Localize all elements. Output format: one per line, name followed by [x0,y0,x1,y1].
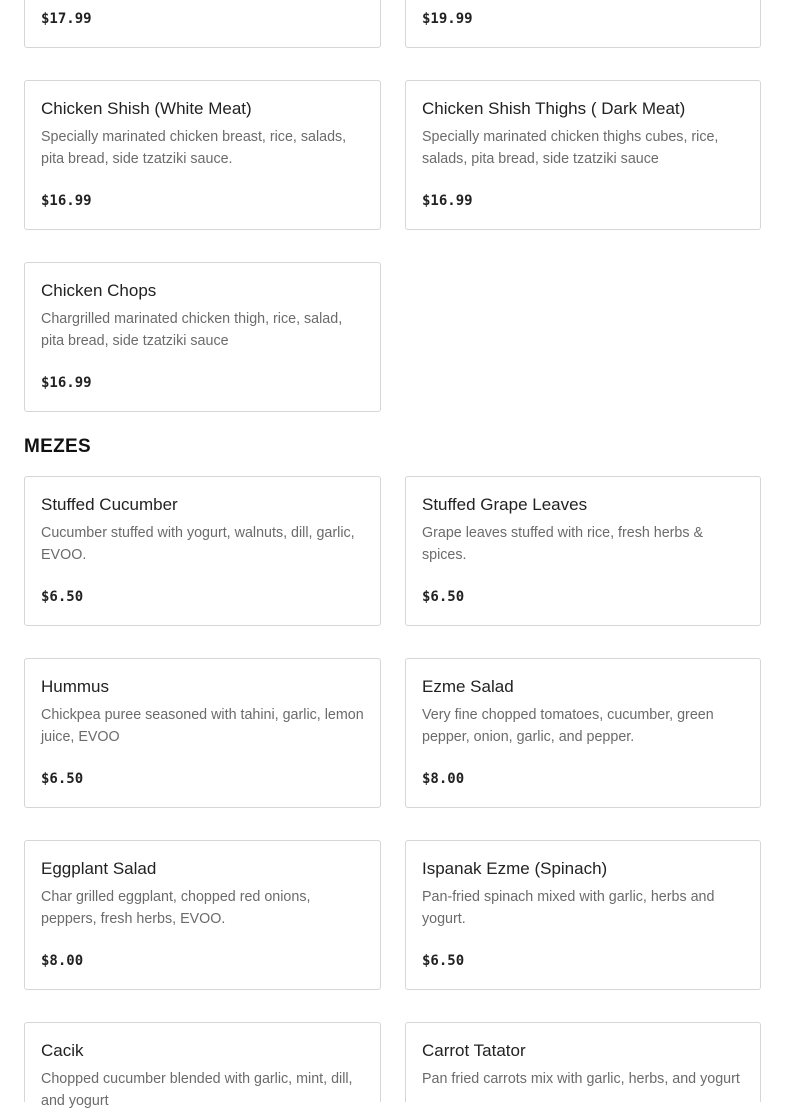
menu-item-card[interactable] [405,0,761,48]
item-name: Carrot Tatator [422,1041,526,1060]
menu-item-card[interactable] [24,840,381,990]
item-name: Chicken Shish Thighs ( Dark Meat) [422,99,686,118]
item-price: $8.00 [422,771,465,787]
menu-item-card[interactable] [24,476,381,626]
item-name: Ezme Salad [422,677,514,696]
item-description: Specially marinated chicken breast, rice, salads, pita bread, side tzatziki sauce. [41,129,347,167]
menu-item-card[interactable] [24,1022,381,1109]
item-name: Hummus [41,677,110,696]
item-price: $6.50 [422,953,465,969]
menu-item-card[interactable] [405,80,761,230]
item-price: $6.50 [41,771,84,787]
item-price: $16.99 [41,193,92,209]
item-price: $16.99 [41,375,92,391]
item-price: $8.00 [41,953,84,969]
menu-item-card[interactable] [24,0,381,48]
item-price: $16.99 [422,193,473,209]
menu-item-card[interactable] [24,262,381,412]
menu-item-card[interactable] [405,1022,761,1102]
item-price: $17.99 [41,11,92,27]
menu-item-card[interactable] [405,658,761,808]
item-description: Cucumber stuffed with yogurt, walnuts, dill, garlic, EVOO. [41,525,355,563]
menu-item-card[interactable] [405,840,761,990]
item-price: $19.99 [422,11,473,27]
item-description: Grape leaves stuffed with rice, fresh herbs & spices. [422,525,704,563]
item-description: Char grilled eggplant, chopped red onions, peppers, fresh herbs, EVOO. [41,889,311,927]
item-name: Cacik [41,1041,84,1060]
item-price: $6.50 [41,589,84,605]
item-description: Pan fried carrots mix with garlic, herbs, and yogurt [422,1071,740,1087]
item-name: Chicken Chops [41,281,157,300]
item-description: Chickpea puree seasoned with tahini, garlic, lemon juice, EVOO [41,707,364,745]
item-price: $6.50 [422,589,465,605]
menu-item-card[interactable] [405,476,761,626]
item-name: Stuffed Grape Leaves [422,495,588,514]
item-name: Stuffed Cucumber [41,495,178,514]
item-description: Chopped cucumber blended with garlic, mint, dill, and yogurt [41,1071,353,1109]
item-name: Eggplant Salad [41,859,157,878]
item-name: Ispanak Ezme (Spinach) [422,859,608,878]
item-description: Chargrilled marinated chicken thigh, rice, salad, pita bread, side tzatziki sauce [41,311,343,349]
item-name: Chicken Shish (White Meat) [41,99,252,118]
item-description: Specially marinated chicken thighs cubes, rice, salads, pita bread, side tzatziki sauce [422,129,719,167]
item-description: Very fine chopped tomatoes, cucumber, green pepper, onion, garlic, and pepper. [422,707,714,745]
section-title-mezes: MEZES [24,436,91,457]
menu-item-card[interactable] [24,80,381,230]
menu-item-card[interactable] [24,658,381,808]
item-description: Pan-fried spinach mixed with garlic, herbs and yogurt. [422,889,715,927]
